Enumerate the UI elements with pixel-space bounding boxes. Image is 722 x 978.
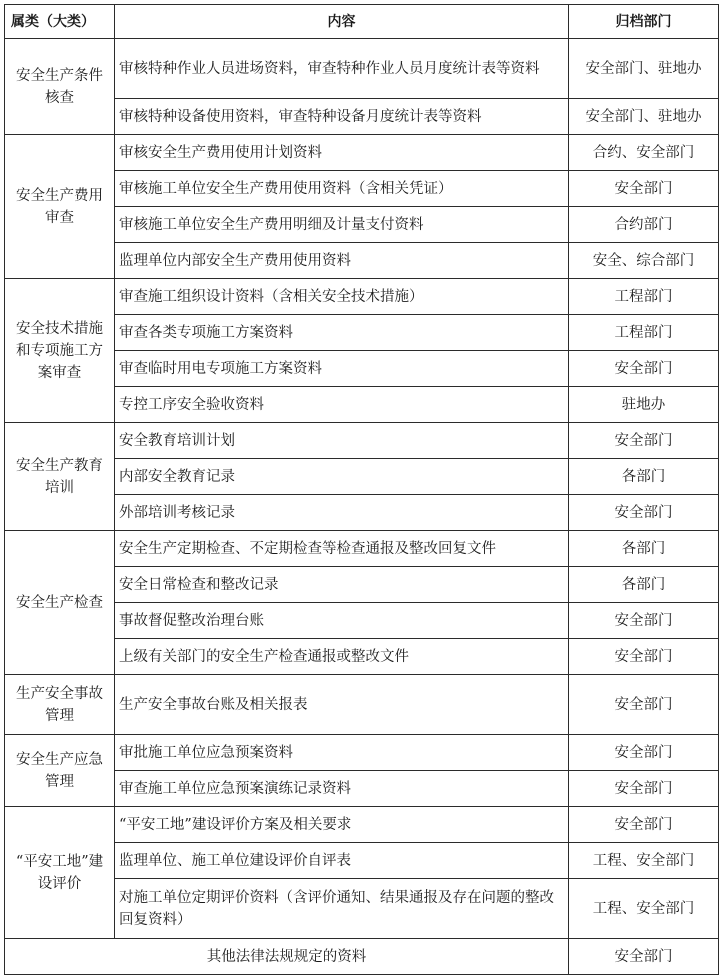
department-cell: 工程部门 <box>569 279 719 315</box>
department-cell: 安全部门 <box>569 771 719 807</box>
category-cell: 安全生产教育培训 <box>5 423 115 531</box>
table-row <box>5 39 719 99</box>
content-cell: 审查临时用电专项施工方案资料 <box>115 351 569 387</box>
content-cell: 审查施工组织设计资料（含相关安全技术措施） <box>115 279 569 315</box>
header-department: 归档部门 <box>569 5 719 39</box>
table-row <box>5 423 719 459</box>
department-cell: 各部门 <box>569 531 719 567</box>
header-content: 内容 <box>115 5 569 39</box>
department-cell: 安全部门 <box>569 423 719 459</box>
content-cell: 审核施工单位安全生产费用明细及计量支付资料 <box>115 207 569 243</box>
department-cell: 各部门 <box>569 567 719 603</box>
footer-row <box>5 939 719 975</box>
table-row <box>5 135 719 171</box>
content-cell: 事故督促整改治理台账 <box>115 603 569 639</box>
table-row <box>5 531 719 567</box>
department-cell: 安全部门、驻地办 <box>569 39 719 99</box>
content-cell: 监理单位、施工单位建设评价自评表 <box>115 843 569 879</box>
content-cell: 审核安全生产费用使用计划资料 <box>115 135 569 171</box>
department-cell: 安全部门 <box>569 171 719 207</box>
content-cell: 安全教育培训计划 <box>115 423 569 459</box>
content-cell: 安全日常检查和整改记录 <box>115 567 569 603</box>
category-cell: 安全生产条件核查 <box>5 39 115 135</box>
department-cell: 安全部门 <box>569 351 719 387</box>
content-cell: 审查各类专项施工方案资料 <box>115 315 569 351</box>
content-cell: 安全生产定期检查、不定期检查等检查通报及整改回复文件 <box>115 531 569 567</box>
header-row <box>5 5 719 39</box>
department-cell: 合约部门 <box>569 207 719 243</box>
department-cell: 安全、综合部门 <box>569 243 719 279</box>
department-cell: 安全部门 <box>569 735 719 771</box>
content-cell: 对施工单位定期评价资料（含评价通知、结果通报及存在问题的整改回复资料） <box>115 879 569 939</box>
table-row <box>5 735 719 771</box>
department-cell: 安全部门、驻地办 <box>569 99 719 135</box>
department-cell: 安全部门 <box>569 675 719 735</box>
department-cell: 安全部门 <box>569 495 719 531</box>
content-cell: 审核特种设备使用资料，审查特种设备月度统计表等资料 <box>115 99 569 135</box>
department-cell: 驻地办 <box>569 387 719 423</box>
category-cell: 生产安全事故管理 <box>5 675 115 735</box>
archive-table <box>4 4 719 975</box>
department-cell: 工程、安全部门 <box>569 879 719 939</box>
department-cell: 安全部门 <box>569 603 719 639</box>
content-cell: 内部安全教育记录 <box>115 459 569 495</box>
content-cell: “平安工地”建设评价方案及相关要求 <box>115 807 569 843</box>
category-cell: “平安工地”建设评价 <box>5 807 115 939</box>
category-cell: 安全技术措施和专项施工方案审查 <box>5 279 115 423</box>
department-cell: 安全部门 <box>569 807 719 843</box>
table-body <box>5 39 719 975</box>
department-cell: 工程部门 <box>569 315 719 351</box>
content-cell: 监理单位内部安全生产费用使用资料 <box>115 243 569 279</box>
content-cell: 上级有关部门的安全生产检查通报或整改文件 <box>115 639 569 675</box>
content-cell: 外部培训考核记录 <box>115 495 569 531</box>
content-cell: 专控工序安全验收资料 <box>115 387 569 423</box>
footer-content-cell: 其他法律法规规定的资料 <box>5 939 569 975</box>
category-cell: 安全生产应急管理 <box>5 735 115 807</box>
content-cell: 审核特种作业人员进场资料，审查特种作业人员月度统计表等资料 <box>115 39 569 99</box>
department-cell: 工程、安全部门 <box>569 843 719 879</box>
content-cell: 审核施工单位安全生产费用使用资料（含相关凭证） <box>115 171 569 207</box>
table-row <box>5 675 719 735</box>
category-cell: 安全生产费用审查 <box>5 135 115 279</box>
category-cell: 安全生产检查 <box>5 531 115 675</box>
department-cell: 各部门 <box>569 459 719 495</box>
header-category: 属类（大类） <box>5 5 115 39</box>
table-row <box>5 279 719 315</box>
footer-department-cell: 安全部门 <box>569 939 719 975</box>
content-cell: 审批施工单位应急预案资料 <box>115 735 569 771</box>
department-cell: 合约、安全部门 <box>569 135 719 171</box>
content-cell: 生产安全事故台账及相关报表 <box>115 675 569 735</box>
table-row <box>5 807 719 843</box>
department-cell: 安全部门 <box>569 639 719 675</box>
content-cell: 审查施工单位应急预案演练记录资料 <box>115 771 569 807</box>
